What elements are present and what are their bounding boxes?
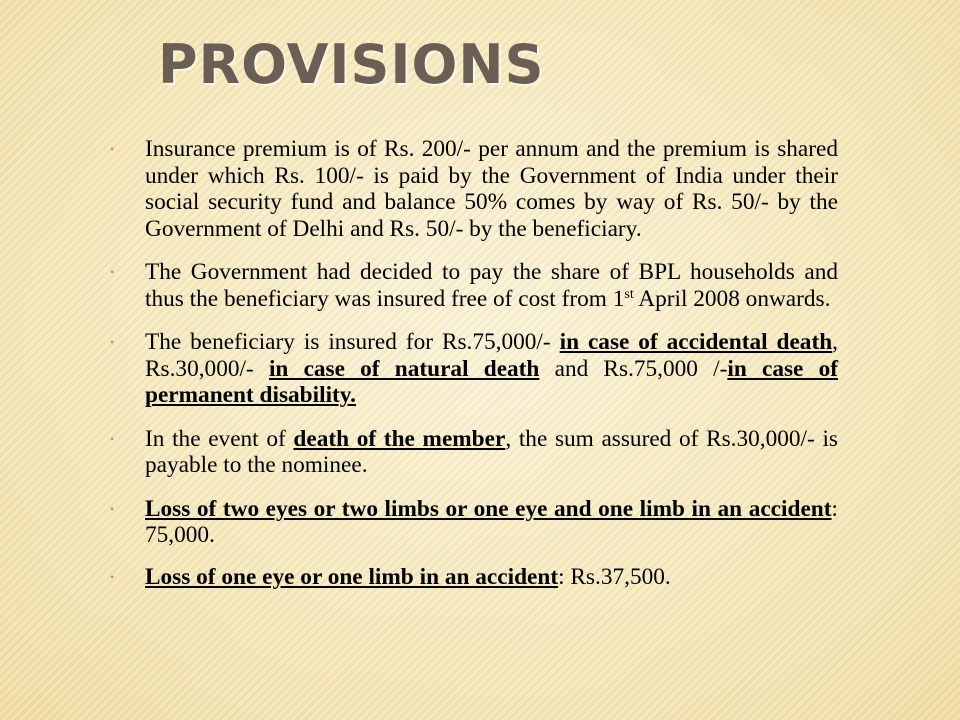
- bullet-premium: [110, 136, 838, 242]
- bullet-death-of-member: [110, 426, 838, 479]
- loss-two-amount: : 75,000.: [145, 495, 838, 548]
- loss-two-emphasis: Loss of two eyes or two limbs or one eye and one limb in an accident: [145, 495, 832, 522]
- insured-text-2: , Rs.30,000/-: [145, 329, 838, 382]
- bullet-loss-one: [110, 564, 838, 591]
- bullet-premium-text: Insurance premium is of Rs. 200/- per annum and the premium is shared under which Rs. 100/- is paid by the Government of India under their social security fund and balance 50% comes by way of Rs. 50/- by the Government of Delhi and Rs. 50/- by the beneficiary.: [145, 136, 838, 242]
- death-of-member-emphasis: death of the member: [293, 425, 506, 452]
- death-text-2: , the sum assured of Rs.30,000/- is payable to the nominee.: [145, 425, 838, 478]
- bullet-bpl-text-2: April 2008 onwards.: [633, 285, 831, 312]
- insured-text-1: The beneficiary is insured for Rs.75,000/-: [145, 329, 560, 355]
- insured-text-3: and Rs.75,000 /-: [539, 355, 728, 382]
- loss-one-emphasis: Loss of one eye or one limb in an accident: [145, 563, 559, 590]
- bullet-list: [110, 136, 838, 607]
- natural-death-emphasis: in case of natural death: [268, 355, 540, 382]
- permanent-disability-emphasis: in case of permanent disability.: [145, 355, 838, 408]
- bullet-bpl-households: [110, 259, 838, 312]
- bullet-loss-two: [110, 496, 838, 549]
- bullet-bpl-text-1: The Government had decided to pay the share of BPL households and thus the beneficiary was insured free of cost from 1: [145, 259, 838, 312]
- ordinal-suffix: st: [624, 286, 634, 302]
- accidental-death-emphasis: in case of accidental death: [559, 329, 833, 355]
- slide-title: PROVISIONS: [158, 33, 545, 96]
- loss-one-amount: : Rs.37,500.: [558, 563, 671, 590]
- bullet-insured-amounts: [110, 329, 838, 409]
- death-text-1: In the event of: [145, 425, 294, 452]
